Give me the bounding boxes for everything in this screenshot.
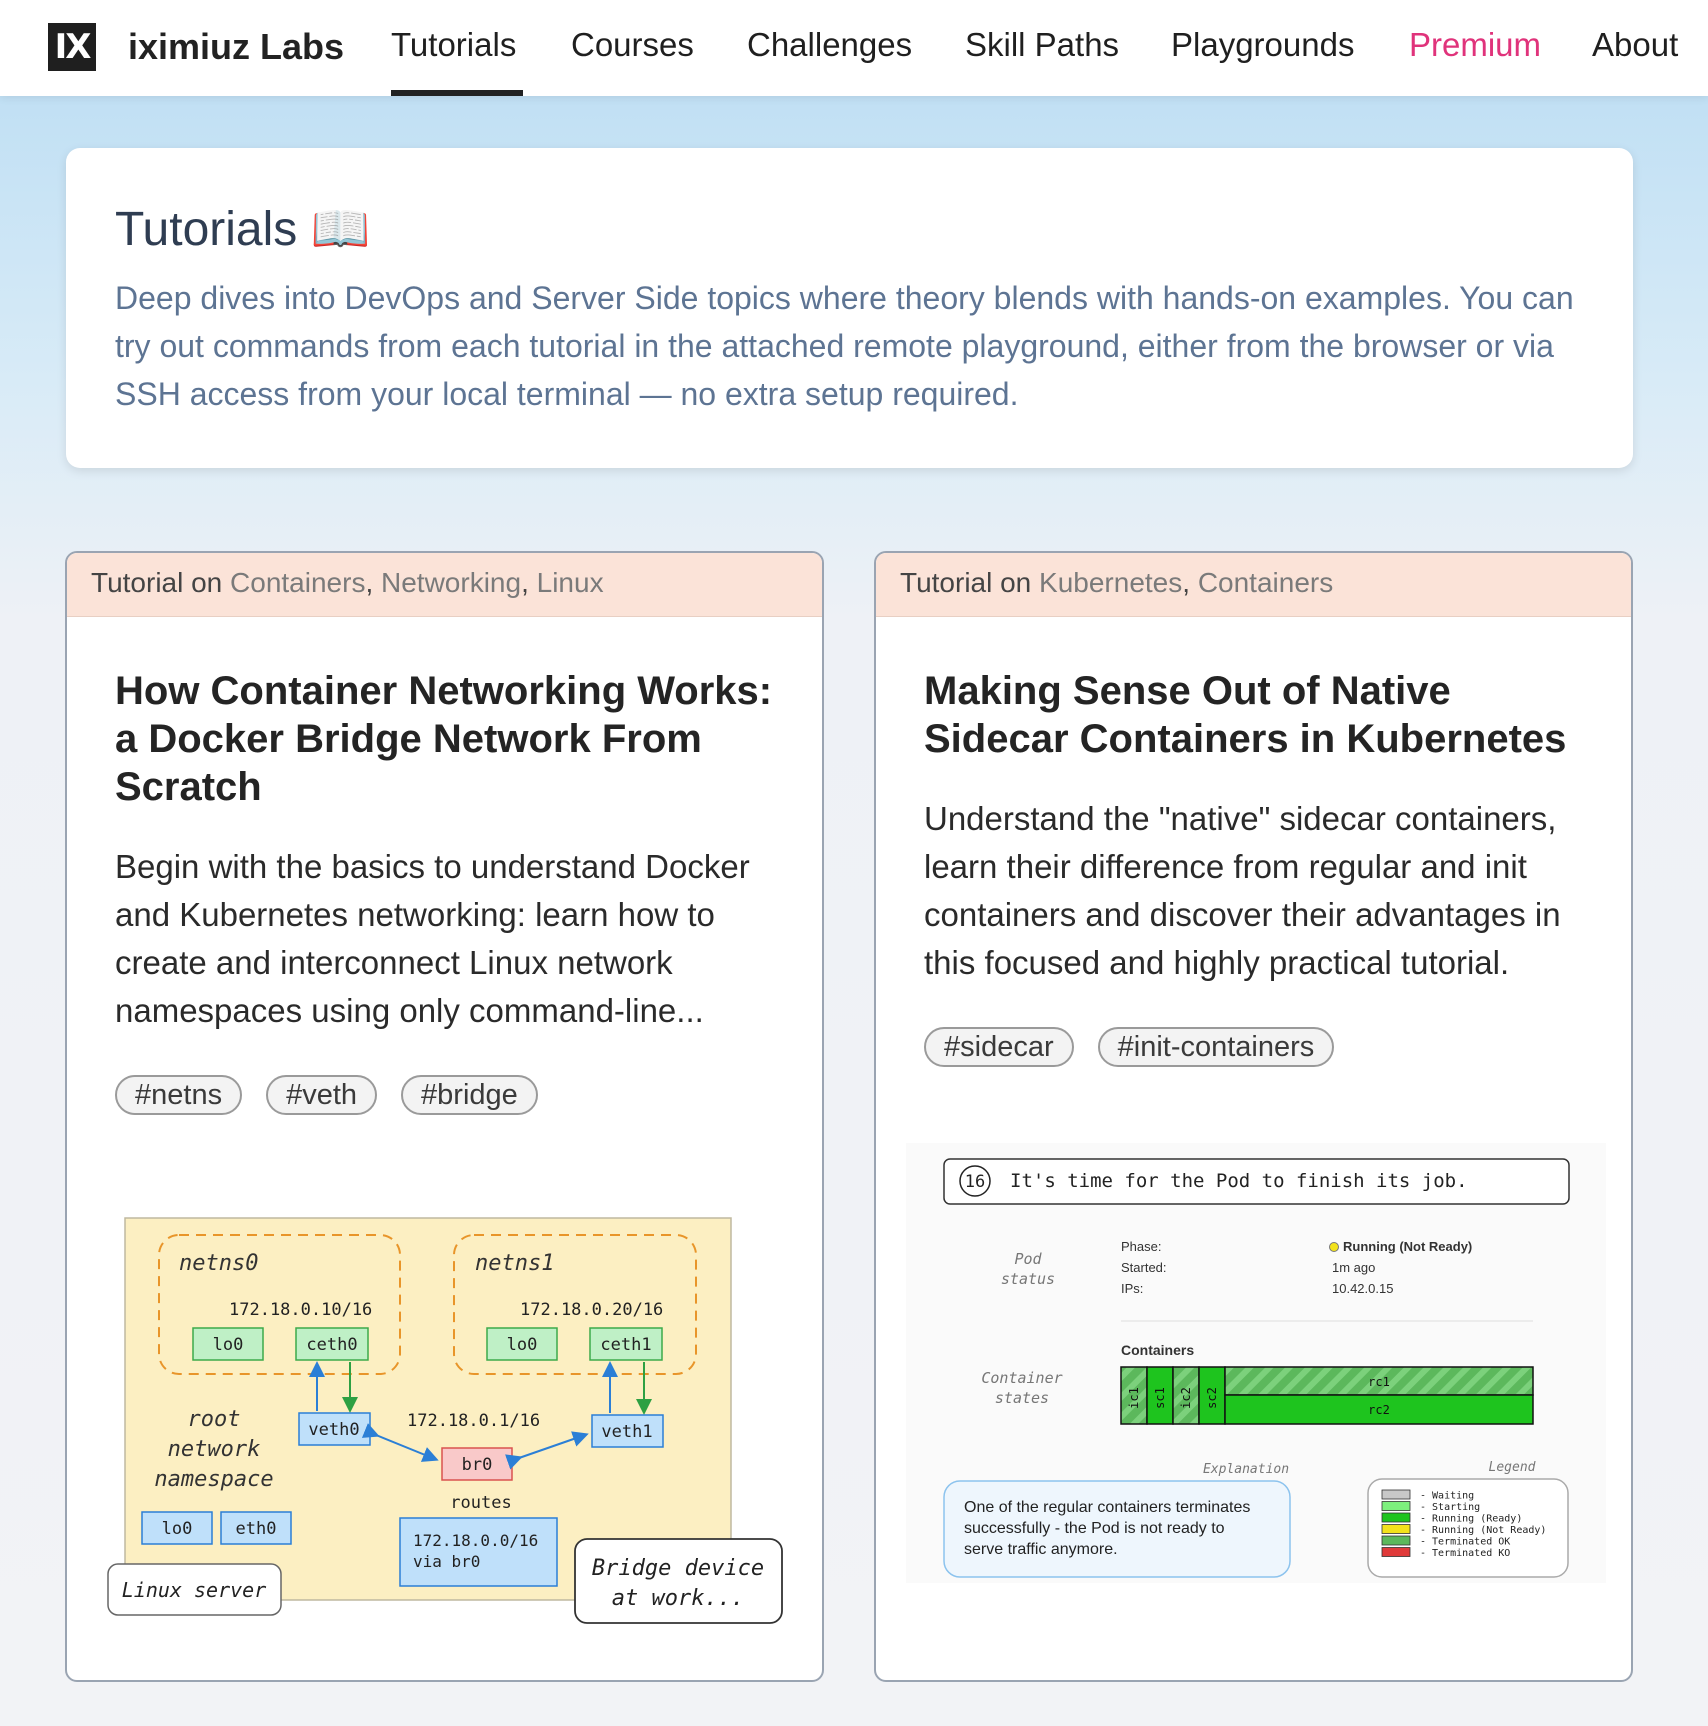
svg-text:ic2: ic2 (1179, 1387, 1193, 1409)
tag[interactable]: #bridge (401, 1075, 538, 1115)
svg-text:status: status (1000, 1270, 1056, 1288)
svg-text:Pod: Pod (1014, 1250, 1042, 1268)
svg-text:lo0: lo0 (161, 1519, 193, 1539)
nav-item-tutorials[interactable]: Tutorials (391, 26, 517, 63)
bridge-network-diagram (67, 1113, 824, 1633)
svg-text:Bridge device: Bridge device (591, 1556, 765, 1581)
logo-icon[interactable]: IX (48, 23, 96, 71)
legend-swatch (1382, 1525, 1410, 1534)
svg-text:IPs:: IPs: (1121, 1281, 1144, 1296)
legend-label: - Starting (1420, 1502, 1481, 1513)
page-description: Deep dives into DevOps and Server Side topics where theory blends with hands-on examples. You can try out commands from each tutorial in the attached remote playground, either from the browser or via SSH access from your local terminal — no extra setup required. (115, 280, 1574, 412)
tag[interactable]: #init-containers (1098, 1027, 1335, 1067)
svg-text:serve traffic anymore.: serve traffic anymore. (964, 1541, 1118, 1558)
legend-swatch (1382, 1513, 1410, 1522)
routes-label: routes (450, 1493, 512, 1513)
step-text: It's time for the Pod to finish its job. (1010, 1170, 1468, 1192)
legend-swatch (1382, 1536, 1410, 1545)
card-topics-prefix: Tutorial on (900, 567, 1040, 598)
topic-link[interactable]: Linux (536, 567, 604, 598)
topic-link[interactable]: Containers (230, 567, 366, 598)
card-description: Understand the "native" sidecar containers, learn their difference from regular and init containers and discover their advantages in this focused and highly practical tutorial. (924, 800, 1561, 981)
card-topics: Tutorial on Containers, Networking, Linux (67, 553, 822, 617)
card-title[interactable]: How Container Networking Works: a Docker Bridge Network From Scratch (115, 669, 773, 809)
svg-text:16: 16 (964, 1172, 986, 1192)
svg-text:ceth0: ceth0 (306, 1335, 358, 1355)
sidecar-diagram (876, 1143, 1633, 1623)
tutorial-card[interactable] (65, 551, 824, 1682)
legend-swatch (1382, 1490, 1410, 1499)
svg-text:Linux server: Linux server (121, 1578, 267, 1602)
tutorial-card[interactable] (874, 551, 1633, 1682)
legend-swatch (1382, 1548, 1410, 1557)
card-topics: Tutorial on Kubernetes, Containers (876, 553, 1631, 617)
svg-text:ic1: ic1 (1127, 1387, 1141, 1409)
card-tags (115, 1075, 538, 1115)
svg-text:br0: br0 (461, 1455, 493, 1475)
svg-text:successfully - the Pod is not: successfully - the Pod is not ready to (964, 1520, 1225, 1537)
page-title: Tutorials 📖 (115, 203, 371, 256)
legend-label: - Running (Ready) (1420, 1513, 1523, 1525)
nav-item-about[interactable]: About (1592, 26, 1679, 63)
root-ns-label-2: network (167, 1437, 261, 1462)
nav-item-challenges[interactable]: Challenges (747, 26, 913, 63)
tag[interactable]: #netns (115, 1075, 242, 1115)
topic-link[interactable]: Containers (1197, 567, 1334, 598)
legend-swatch (1382, 1502, 1410, 1511)
netns0-ip: 172.18.0.10/16 (229, 1300, 373, 1320)
root-ns-label-1: root (187, 1407, 241, 1432)
nav-item-premium[interactable]: Premium (1409, 26, 1542, 63)
svg-text:at work...: at work... (611, 1586, 745, 1611)
svg-text:10.42.0.15: 10.42.0.15 (1332, 1281, 1394, 1296)
active-tab-indicator (391, 90, 523, 96)
legend-label: - Terminated OK (1420, 1536, 1511, 1548)
nav-item-courses[interactable]: Courses (571, 26, 694, 63)
svg-text:Legend: Legend (1488, 1460, 1536, 1475)
svg-text:sc2: sc2 (1205, 1387, 1219, 1409)
svg-text:Container: Container (981, 1369, 1063, 1387)
svg-text:172.18.0.0/16: 172.18.0.0/16 (413, 1531, 539, 1550)
bridge-ip: 172.18.0.1/16 (407, 1411, 541, 1431)
legend-label: - Terminated KO (1420, 1548, 1511, 1559)
card-tags (924, 1027, 1334, 1067)
tag[interactable]: #sidecar (924, 1027, 1074, 1067)
svg-text:Running (Not Ready): Running (Not Ready) (1343, 1239, 1473, 1254)
brand-name[interactable]: iximiuz Labs (128, 26, 345, 67)
legend-label: - Running (Not Ready) (1420, 1525, 1547, 1536)
svg-text:rc2: rc2 (1368, 1403, 1390, 1417)
netns0-label: netns0 (179, 1251, 259, 1276)
svg-text:1m ago: 1m ago (1332, 1260, 1376, 1275)
card-title[interactable]: Making Sense Out of Native Sidecar Containers in Kubernetes (924, 669, 1567, 761)
netns1-label: netns1 (475, 1251, 555, 1276)
svg-text:veth0: veth0 (308, 1420, 360, 1440)
svg-text:via br0: via br0 (413, 1552, 481, 1571)
tag[interactable]: #veth (266, 1075, 377, 1115)
topic-link[interactable]: Kubernetes (1039, 567, 1183, 598)
legend-label: - Waiting (1420, 1490, 1475, 1502)
top-navigation (0, 0, 1708, 96)
card-description: Begin with the basics to understand Docker and Kubernetes networking: learn how to create and interconnect Linux network namespaces using only command-line... (115, 848, 750, 1029)
nav-item-skill-paths[interactable]: Skill Paths (965, 26, 1120, 63)
svg-text:One of the regular containers: One of the regular containers terminates (964, 1499, 1251, 1516)
svg-text:states: states (994, 1389, 1050, 1407)
svg-text:ceth1: ceth1 (600, 1335, 652, 1355)
svg-text:Explanation: Explanation (1202, 1462, 1290, 1477)
svg-text:rc1: rc1 (1368, 1375, 1390, 1389)
svg-text:veth1: veth1 (601, 1422, 653, 1442)
netns1-ip: 172.18.0.20/16 (520, 1300, 664, 1320)
topic-link[interactable]: Networking (381, 567, 522, 598)
svg-text:Containers: Containers (1121, 1342, 1195, 1358)
hero-panel (66, 148, 1633, 468)
svg-text:Phase:: Phase: (1121, 1239, 1162, 1254)
svg-text:eth0: eth0 (235, 1519, 277, 1539)
svg-text:lo0: lo0 (212, 1335, 244, 1355)
svg-text:sc1: sc1 (1153, 1387, 1167, 1409)
card-topics-prefix: Tutorial on (91, 567, 231, 598)
root-ns-label-3: namespace (154, 1467, 274, 1492)
svg-text:lo0: lo0 (506, 1335, 538, 1355)
svg-text:Started:: Started: (1121, 1260, 1167, 1275)
nav-item-playgrounds[interactable]: Playgrounds (1171, 26, 1355, 63)
